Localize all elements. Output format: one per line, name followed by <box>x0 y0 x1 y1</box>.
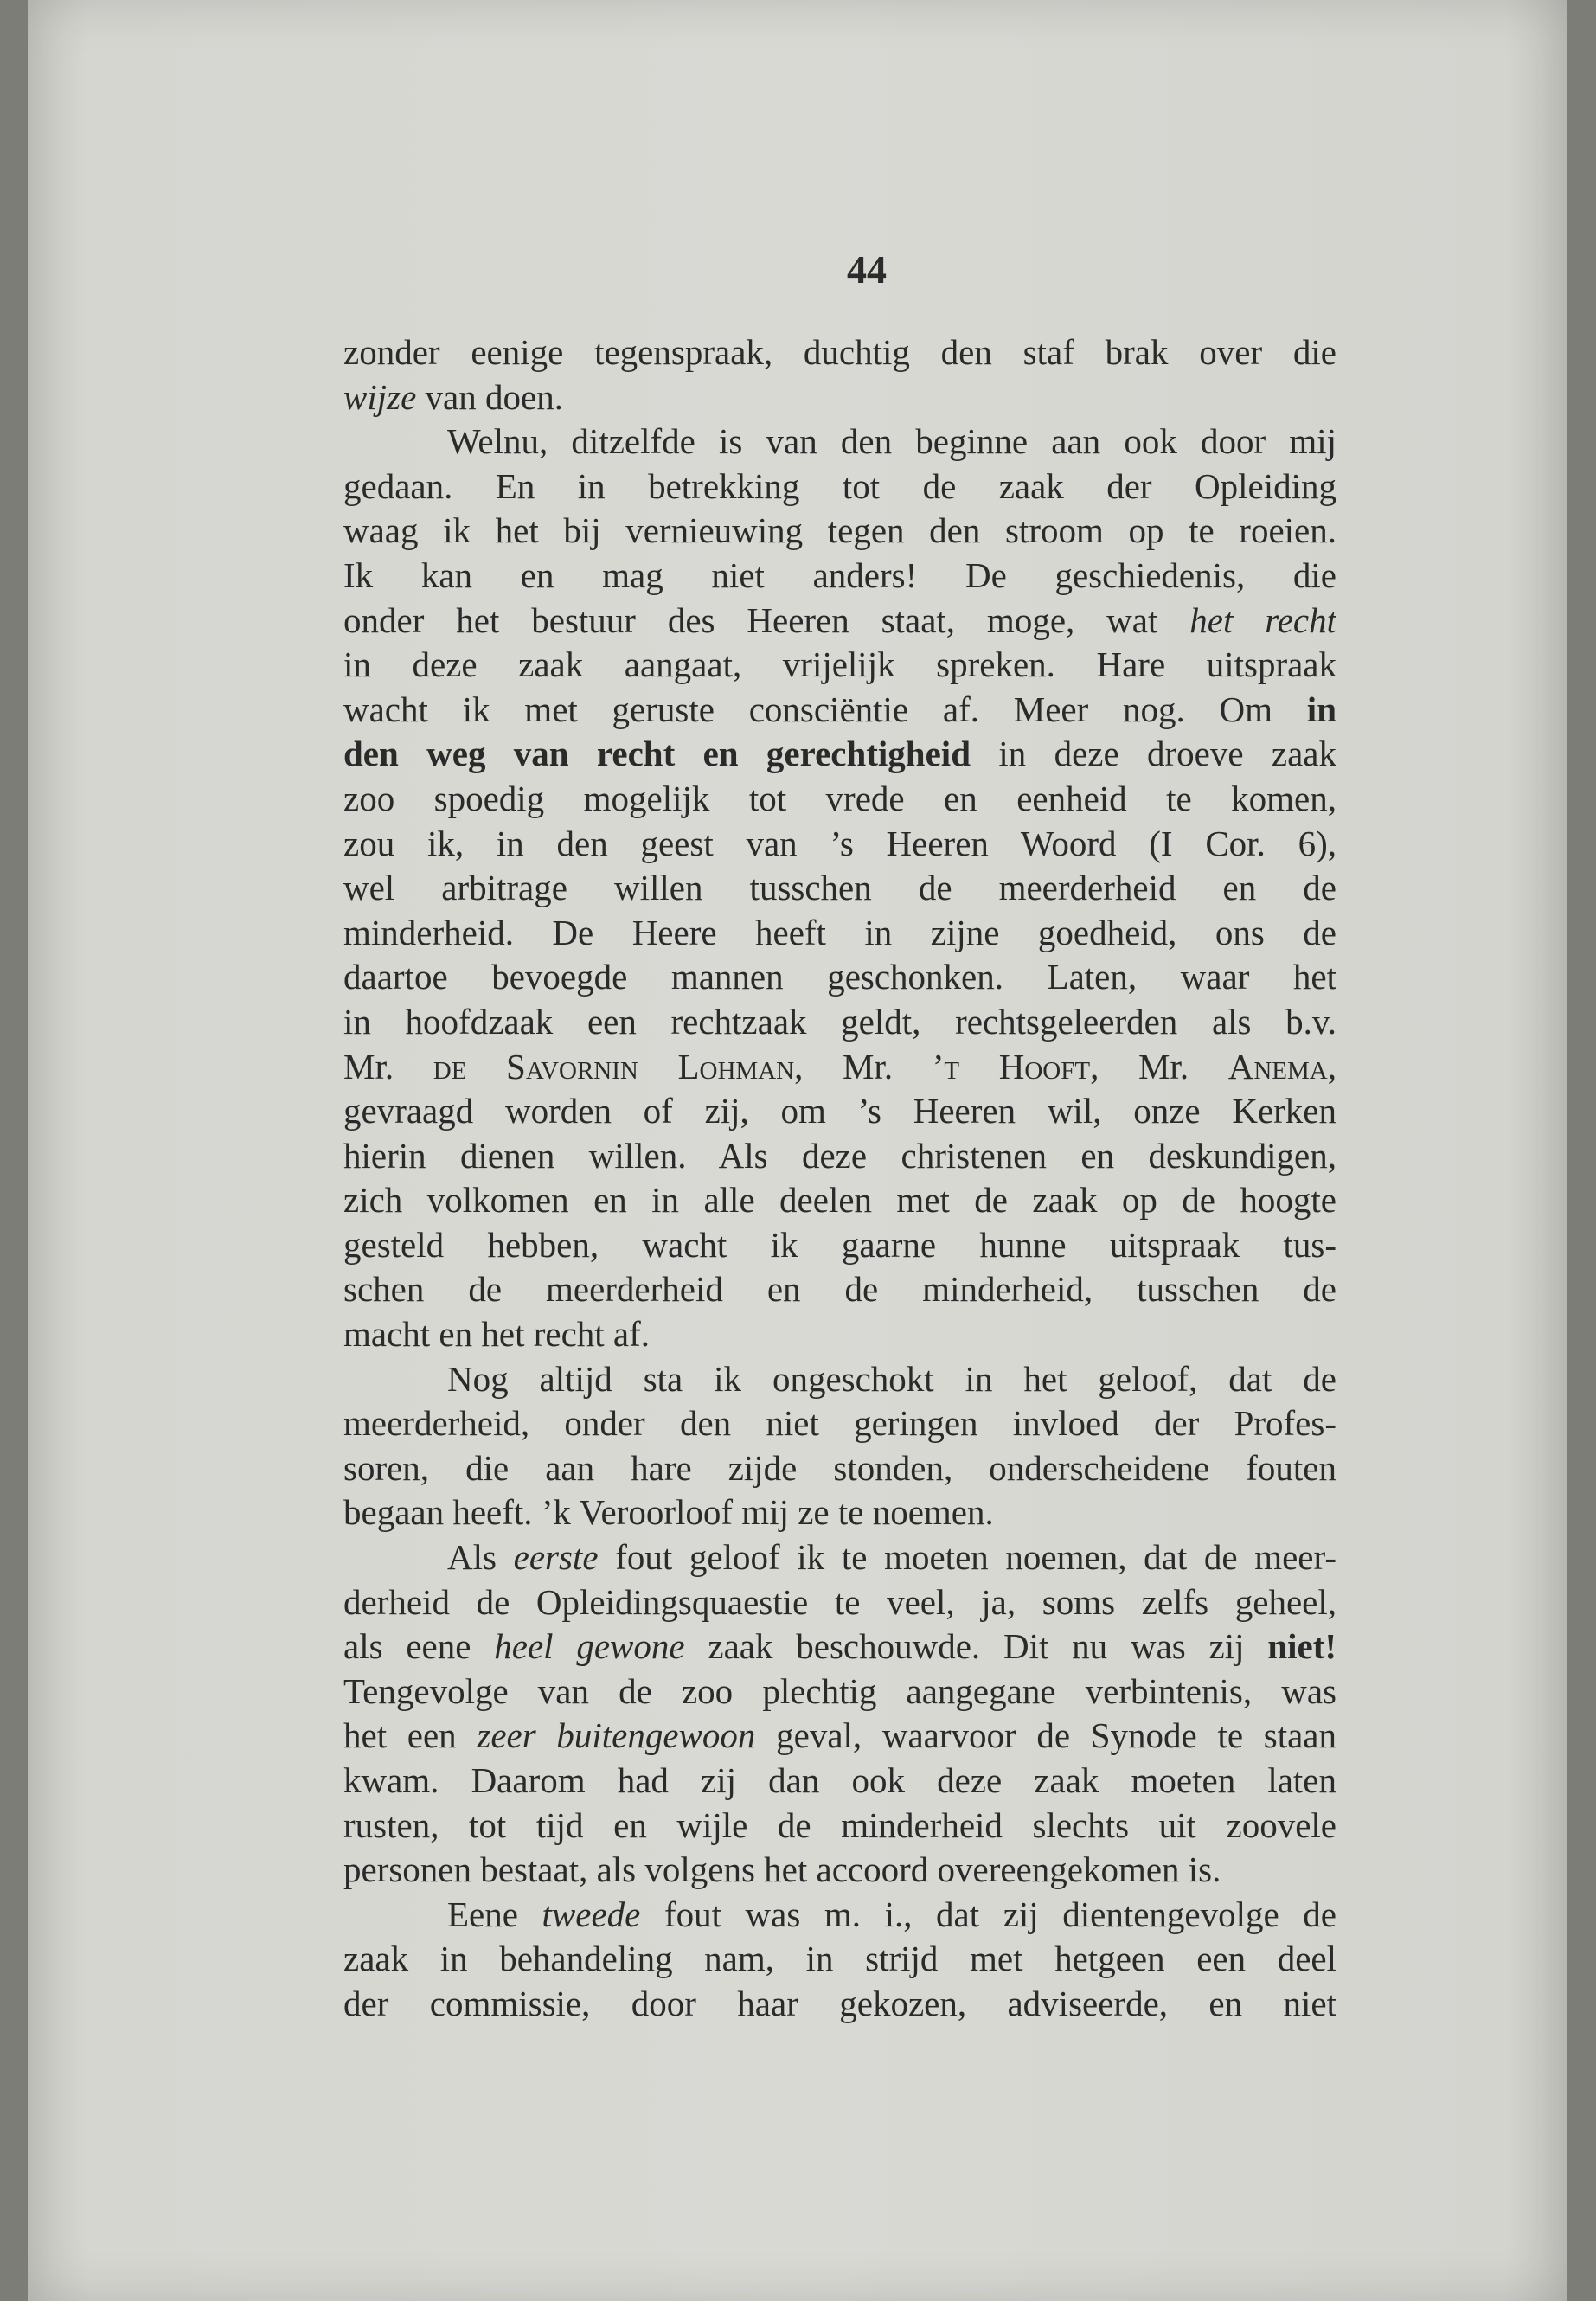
text-line <box>343 554 1336 599</box>
text-segment: Mr. <box>343 1046 433 1086</box>
text-line <box>343 1490 1336 1535</box>
text-line <box>343 911 1336 956</box>
text-segment: personen bestaat, als volgens het accoord overeengekomen is. <box>343 1849 1221 1890</box>
text-segment: minderheid. De Heere heeft in zijne goedheid, ons de <box>343 912 1336 952</box>
text-segment: gevraagd worden of zij, om ’s Heeren wil, onze Kerken <box>343 1091 1336 1131</box>
text-segment: wijze <box>343 376 417 417</box>
text-segment: geval, waarvoor de Synode te staan <box>755 1715 1336 1756</box>
text-segment: zaak in behandeling nam, in strijd met hetgeen een deel <box>343 1939 1336 1979</box>
text-segment: rusten, tot tijd en wijle de minderheid slechts uit zoovele <box>343 1804 1336 1845</box>
text-segment: Als <box>447 1537 514 1578</box>
text-line <box>343 1312 1336 1357</box>
text-segment: in deze droeve zaak <box>971 734 1336 774</box>
text-line <box>343 822 1336 867</box>
text-segment: de Savornin Lohman <box>433 1046 795 1086</box>
text-line <box>343 1357 1336 1402</box>
text-segment: schen de meerderheid en de minderheid, tusschen de <box>343 1269 1336 1310</box>
text-line <box>343 375 1336 420</box>
text-line <box>343 509 1336 554</box>
text-line <box>343 1267 1336 1312</box>
text-segment: derheid de Opleidingsquaestie te veel, ja, soms zelfs geheel, <box>343 1581 1336 1622</box>
text-line <box>343 1848 1336 1893</box>
text-line <box>343 1178 1336 1223</box>
text-line <box>343 1446 1336 1491</box>
text-segment: wacht ik met geruste consciëntie af. Meer nog. Om <box>343 689 1307 729</box>
text-line <box>343 777 1336 822</box>
text-segment: Ik kan en mag niet anders! De geschiedenis, die <box>343 554 1336 595</box>
text-segment: het een <box>343 1715 478 1756</box>
text-segment: wel arbitrage willen tusschen de meerderheid en de <box>343 868 1336 908</box>
text-segment: daartoe bevoegde mannen geschonken. Laten, waar het <box>343 957 1336 997</box>
text-segment: zoo spoedig mogelijk tot vrede en eenheid te komen, <box>343 778 1336 818</box>
body-text <box>343 330 1336 2027</box>
text-segment: van doen. <box>416 376 563 417</box>
text-line <box>343 866 1336 911</box>
text-line <box>343 1089 1336 1134</box>
text-segment: , Mr. <box>1090 1046 1228 1086</box>
text-segment: gesteld hebben, wacht ik gaarne hunne uitspraak tus- <box>343 1224 1336 1265</box>
text-line <box>343 1937 1336 1982</box>
text-segment: den weg van recht en gerechtigheid <box>343 734 971 774</box>
text-line <box>343 1670 1336 1715</box>
text-line <box>343 1759 1336 1804</box>
text-line <box>343 420 1336 465</box>
text-segment: zou ik, in den geest van ’s Heeren Woord (I Cor. 6), <box>343 823 1336 863</box>
text-segment: zeer buitengewoon <box>477 1715 756 1756</box>
text-line <box>343 1982 1336 2027</box>
text-segment: Nog altijd sta ik ongeschokt in het geloof, dat de <box>447 1358 1336 1399</box>
text-segment: Eene <box>447 1894 542 1934</box>
text-segment: zich volkomen en in alle deelen met de zaak op de hoogte <box>343 1180 1336 1221</box>
text-segment: Welnu, ditzelfde is van den beginne aan ook door mij <box>447 421 1336 462</box>
text-segment: soren, die aan hare zijde stonden, onderscheidene fouten <box>343 1447 1336 1488</box>
text-segment: der commissie, door haar gekozen, adviseerde, en niet <box>343 1983 1336 2023</box>
text-segment: , <box>1327 1046 1336 1086</box>
book-page <box>28 0 1567 2301</box>
text-line <box>343 1045 1336 1090</box>
text-line <box>343 1804 1336 1849</box>
text-segment: als eene <box>343 1626 495 1667</box>
text-segment: het recht <box>1189 599 1336 640</box>
text-line <box>343 1000 1336 1045</box>
text-segment: zonder eenige tegenspraak, duchtig den staf brak over die <box>343 332 1336 372</box>
text-segment: meerderheid, onder den niet geringen invloed der Profes- <box>343 1403 1336 1444</box>
text-segment: heel gewone <box>494 1626 685 1667</box>
text-segment: kwam. Daarom had zij dan ook deze zaak moeten laten <box>343 1760 1336 1800</box>
text-line <box>343 1134 1336 1179</box>
text-line <box>343 465 1336 510</box>
text-line <box>343 643 1336 688</box>
text-line <box>343 1580 1336 1625</box>
text-segment: Anema <box>1227 1046 1328 1086</box>
text-segment: waag ik het bij vernieuwing tegen den stroom op te roeien. <box>343 510 1336 551</box>
text-line <box>343 330 1336 375</box>
text-segment: begaan heeft. ’k Veroorloof mij ze te noemen. <box>343 1492 994 1533</box>
text-line <box>343 1893 1336 1938</box>
text-line <box>343 732 1336 777</box>
page-number: 44 <box>847 247 887 292</box>
text-line <box>343 1714 1336 1759</box>
text-segment: in hoofdzaak een rechtzaak geldt, rechtsgeleerden als b.v. <box>343 1001 1336 1042</box>
text-line <box>343 688 1336 733</box>
text-segment: eerste <box>513 1537 599 1578</box>
text-segment: in <box>1306 689 1336 729</box>
text-line <box>343 1223 1336 1268</box>
text-line <box>343 955 1336 1000</box>
text-segment: niet! <box>1267 1626 1336 1667</box>
text-segment: hierin dienen willen. Als deze christenen en deskundigen, <box>343 1135 1336 1176</box>
text-line <box>343 1401 1336 1446</box>
text-line <box>343 1535 1336 1580</box>
text-segment: ’t Hooft <box>932 1046 1091 1086</box>
text-segment: zaak beschouwde. Dit nu was zij <box>684 1626 1268 1667</box>
text-segment: Tengevolge van de zoo plechtig aangegane verbintenis, was <box>343 1670 1336 1711</box>
text-segment: , Mr. <box>794 1046 933 1086</box>
text-line <box>343 1625 1336 1670</box>
text-segment: macht en het recht af. <box>343 1314 651 1355</box>
text-segment: tweede <box>542 1894 641 1934</box>
text-line <box>343 599 1336 644</box>
text-segment: in deze zaak aangaat, vrijelijk spreken. Hare uitspraak <box>343 644 1336 685</box>
text-segment: fout was m. i., dat zij dientengevolge de <box>640 1894 1336 1934</box>
text-segment: onder het bestuur des Heeren staat, moge, wat <box>343 599 1190 640</box>
text-segment: fout geloof ik te moeten noemen, dat de meer- <box>598 1537 1336 1578</box>
text-segment: gedaan. En in betrekking tot de zaak der Opleiding <box>343 465 1336 506</box>
